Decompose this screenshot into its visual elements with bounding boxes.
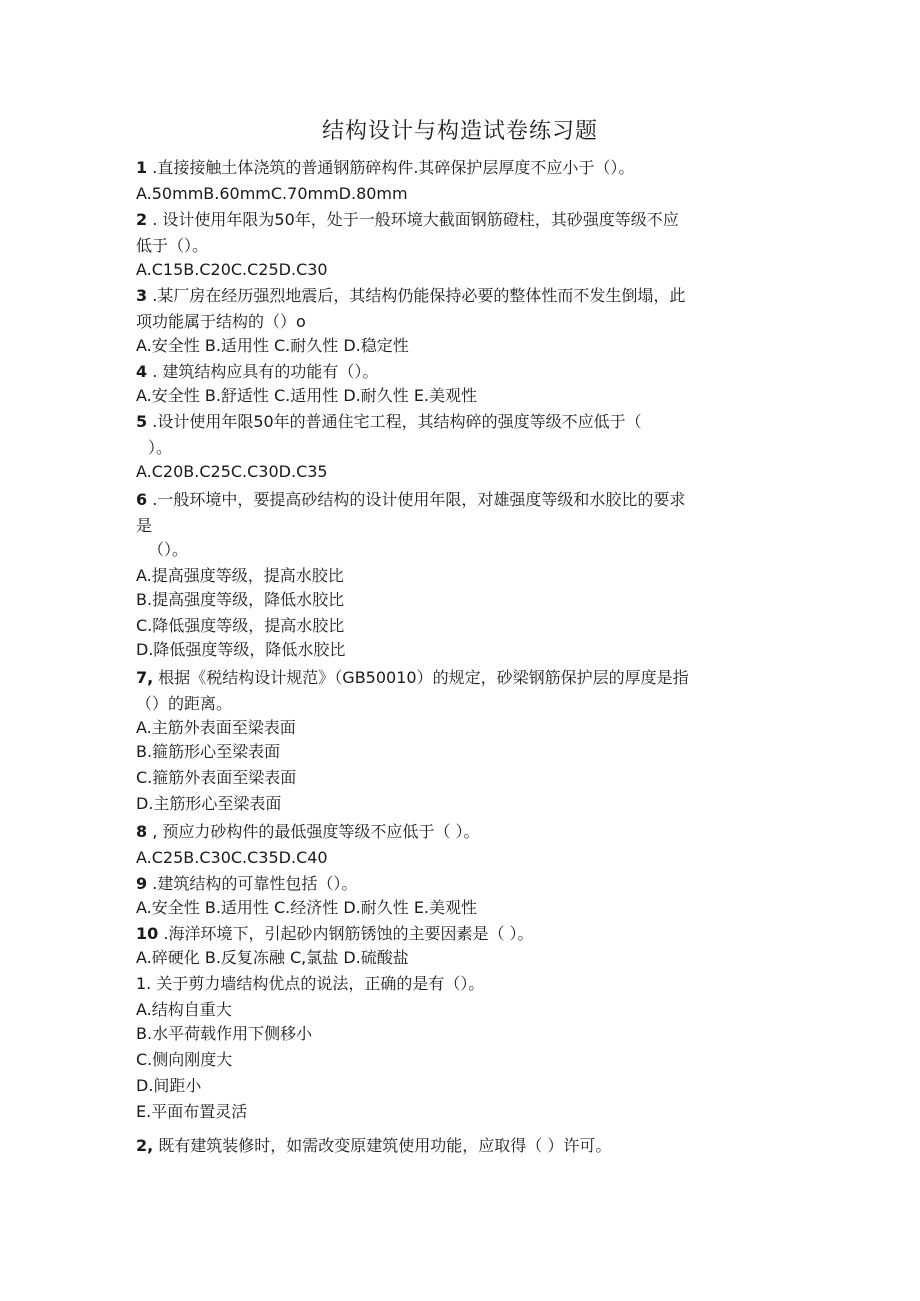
line-text: , 预应力砂构件的最低强度等级不应低于（ ）。 (147, 822, 480, 841)
question-number: 5 (136, 412, 148, 431)
line-text: B.水平荷载作用下侧移小 (136, 1024, 313, 1043)
line-text: C.箍筋外表面至梁表面 (136, 768, 297, 787)
text-line (136, 1076, 786, 1096)
line-text: 根据《税结构设计规范》（GB50010）的规定，砂梁钢筋保护层的厚度是指 (153, 668, 689, 687)
line-text: 低于（）。 (136, 236, 209, 255)
line-text: D.间距小 (136, 1076, 202, 1095)
text-line (136, 236, 786, 256)
text-line (136, 184, 786, 204)
text-line (136, 362, 786, 382)
line-text: C.侧向刚度大 (136, 1050, 233, 1069)
text-line (136, 260, 786, 280)
line-text: .一般环境中，要提高砂结构的设计使用年限，对雄强度等级和水胶比的要求 (147, 490, 686, 509)
question-number: 3 (136, 286, 148, 305)
text-line (136, 898, 786, 918)
text-line (136, 616, 786, 636)
question-number: 9 (136, 874, 148, 893)
line-text: D.主筋形心至梁表面 (136, 794, 282, 813)
text-line (136, 462, 786, 482)
text-line (136, 412, 786, 432)
line-text: A.提高强度等级，提高水胶比 (136, 566, 344, 585)
text-line (136, 590, 786, 610)
line-text: B.提高强度等级，降低水胶比 (136, 590, 345, 609)
text-line (136, 668, 786, 688)
text-line (136, 210, 786, 230)
line-text: C.降低强度等级，提高水胶比 (136, 616, 345, 635)
text-line (136, 718, 786, 738)
text-line (136, 1136, 786, 1156)
text-line (136, 1102, 786, 1122)
line-text: （）的距离。 (136, 694, 233, 713)
text-line (136, 694, 786, 714)
text-line (136, 286, 786, 306)
line-text: .海洋环境下，引起砂内钢筋锈蚀的主要因素是（ ）。 (158, 924, 534, 943)
text-line (136, 640, 786, 660)
text-line (136, 768, 786, 788)
text-line (136, 490, 786, 510)
line-text: 既有建筑装修时，如需改变原建筑使用功能，应取得（ ）许可。 (153, 1136, 612, 1155)
text-line (136, 1000, 786, 1020)
line-text: .建筑结构的可靠性包括（）。 (147, 874, 358, 893)
line-text: A.碎硬化 B.反复冻融 C,氯盐 D.硫酸盐 (136, 948, 409, 967)
line-text: 1. 关于剪力墙结构优点的说法，正确的是有（）。 (136, 974, 485, 993)
line-text: A.主筋外表面至梁表面 (136, 718, 296, 737)
text-line (136, 386, 786, 406)
question-number: 2 (136, 210, 148, 229)
question-number: 4 (136, 362, 148, 381)
line-text: .某厂房在经历强烈地震后，其结构仍能保持必要的整体性而不发生倒塌，此 (147, 286, 686, 305)
text-line (136, 794, 786, 814)
line-text: 是 (136, 516, 153, 535)
text-line (136, 742, 786, 762)
line-text: A.结构自重大 (136, 1000, 232, 1019)
question-number: 6 (136, 490, 148, 509)
question-number: 1 (136, 158, 148, 177)
line-text: .设计使用年限50年的普通住宅工程，其结构碎的强度等级不应低于（ (147, 412, 642, 431)
text-line (148, 540, 798, 560)
text-line (136, 1050, 786, 1070)
line-text: A.安全性 B.舒适性 C.适用性 D.耐久性 E.美观性 (136, 386, 478, 405)
line-text: E.平面布置灵活 (136, 1102, 248, 1121)
text-line (136, 924, 786, 944)
line-text: （）。 (148, 540, 189, 559)
line-text: A.50mmB.60mmC.70mmD.80mm (136, 184, 408, 203)
line-text: A.安全性 B.适用性 C.经济性 D.耐久性 E.美观性 (136, 898, 478, 917)
page-title: 结构设计与构造试卷练习题 (321, 119, 598, 144)
text-line (136, 312, 786, 332)
line-text: ）。 (148, 438, 173, 457)
line-text: . 设计使用年限为50年，处于一般环境大截面钢筋磴柱，其砂强度等级不应 (147, 210, 679, 229)
line-text: A.安全性 B.适用性 C.耐久性 D.稳定性 (136, 336, 409, 355)
text-line (136, 566, 786, 586)
text-line (136, 874, 786, 894)
line-text: A.C25B.C30C.C35D.C40 (136, 848, 328, 867)
line-text: B.箍筋形心至梁表面 (136, 742, 281, 761)
line-text: A.C15B.C20C.C25D.C30 (136, 260, 328, 279)
question-number: 2, (136, 1136, 154, 1155)
question-number: 10 (136, 924, 159, 943)
text-line (148, 438, 798, 458)
text-line (136, 948, 786, 968)
text-line (136, 974, 786, 994)
text-line (136, 1024, 786, 1044)
text-line (136, 158, 786, 178)
line-text: D.降低强度等级，降低水胶比 (136, 640, 346, 659)
text-line (136, 516, 786, 536)
text-line (136, 822, 786, 842)
text-line (136, 848, 786, 868)
question-number: 8 (136, 822, 148, 841)
text-line (136, 336, 786, 356)
line-text: . 建筑结构应具有的功能有（）。 (147, 362, 379, 381)
line-text: A.C20B.C25C.C30D.C35 (136, 462, 328, 481)
question-number: 7, (136, 668, 154, 687)
line-text: .直接接触土体浇筑的普通钢筋碎构件.其碎保护层厚度不应小于（）。 (147, 158, 635, 177)
line-text: 项功能属于结构的（）o (136, 312, 306, 331)
